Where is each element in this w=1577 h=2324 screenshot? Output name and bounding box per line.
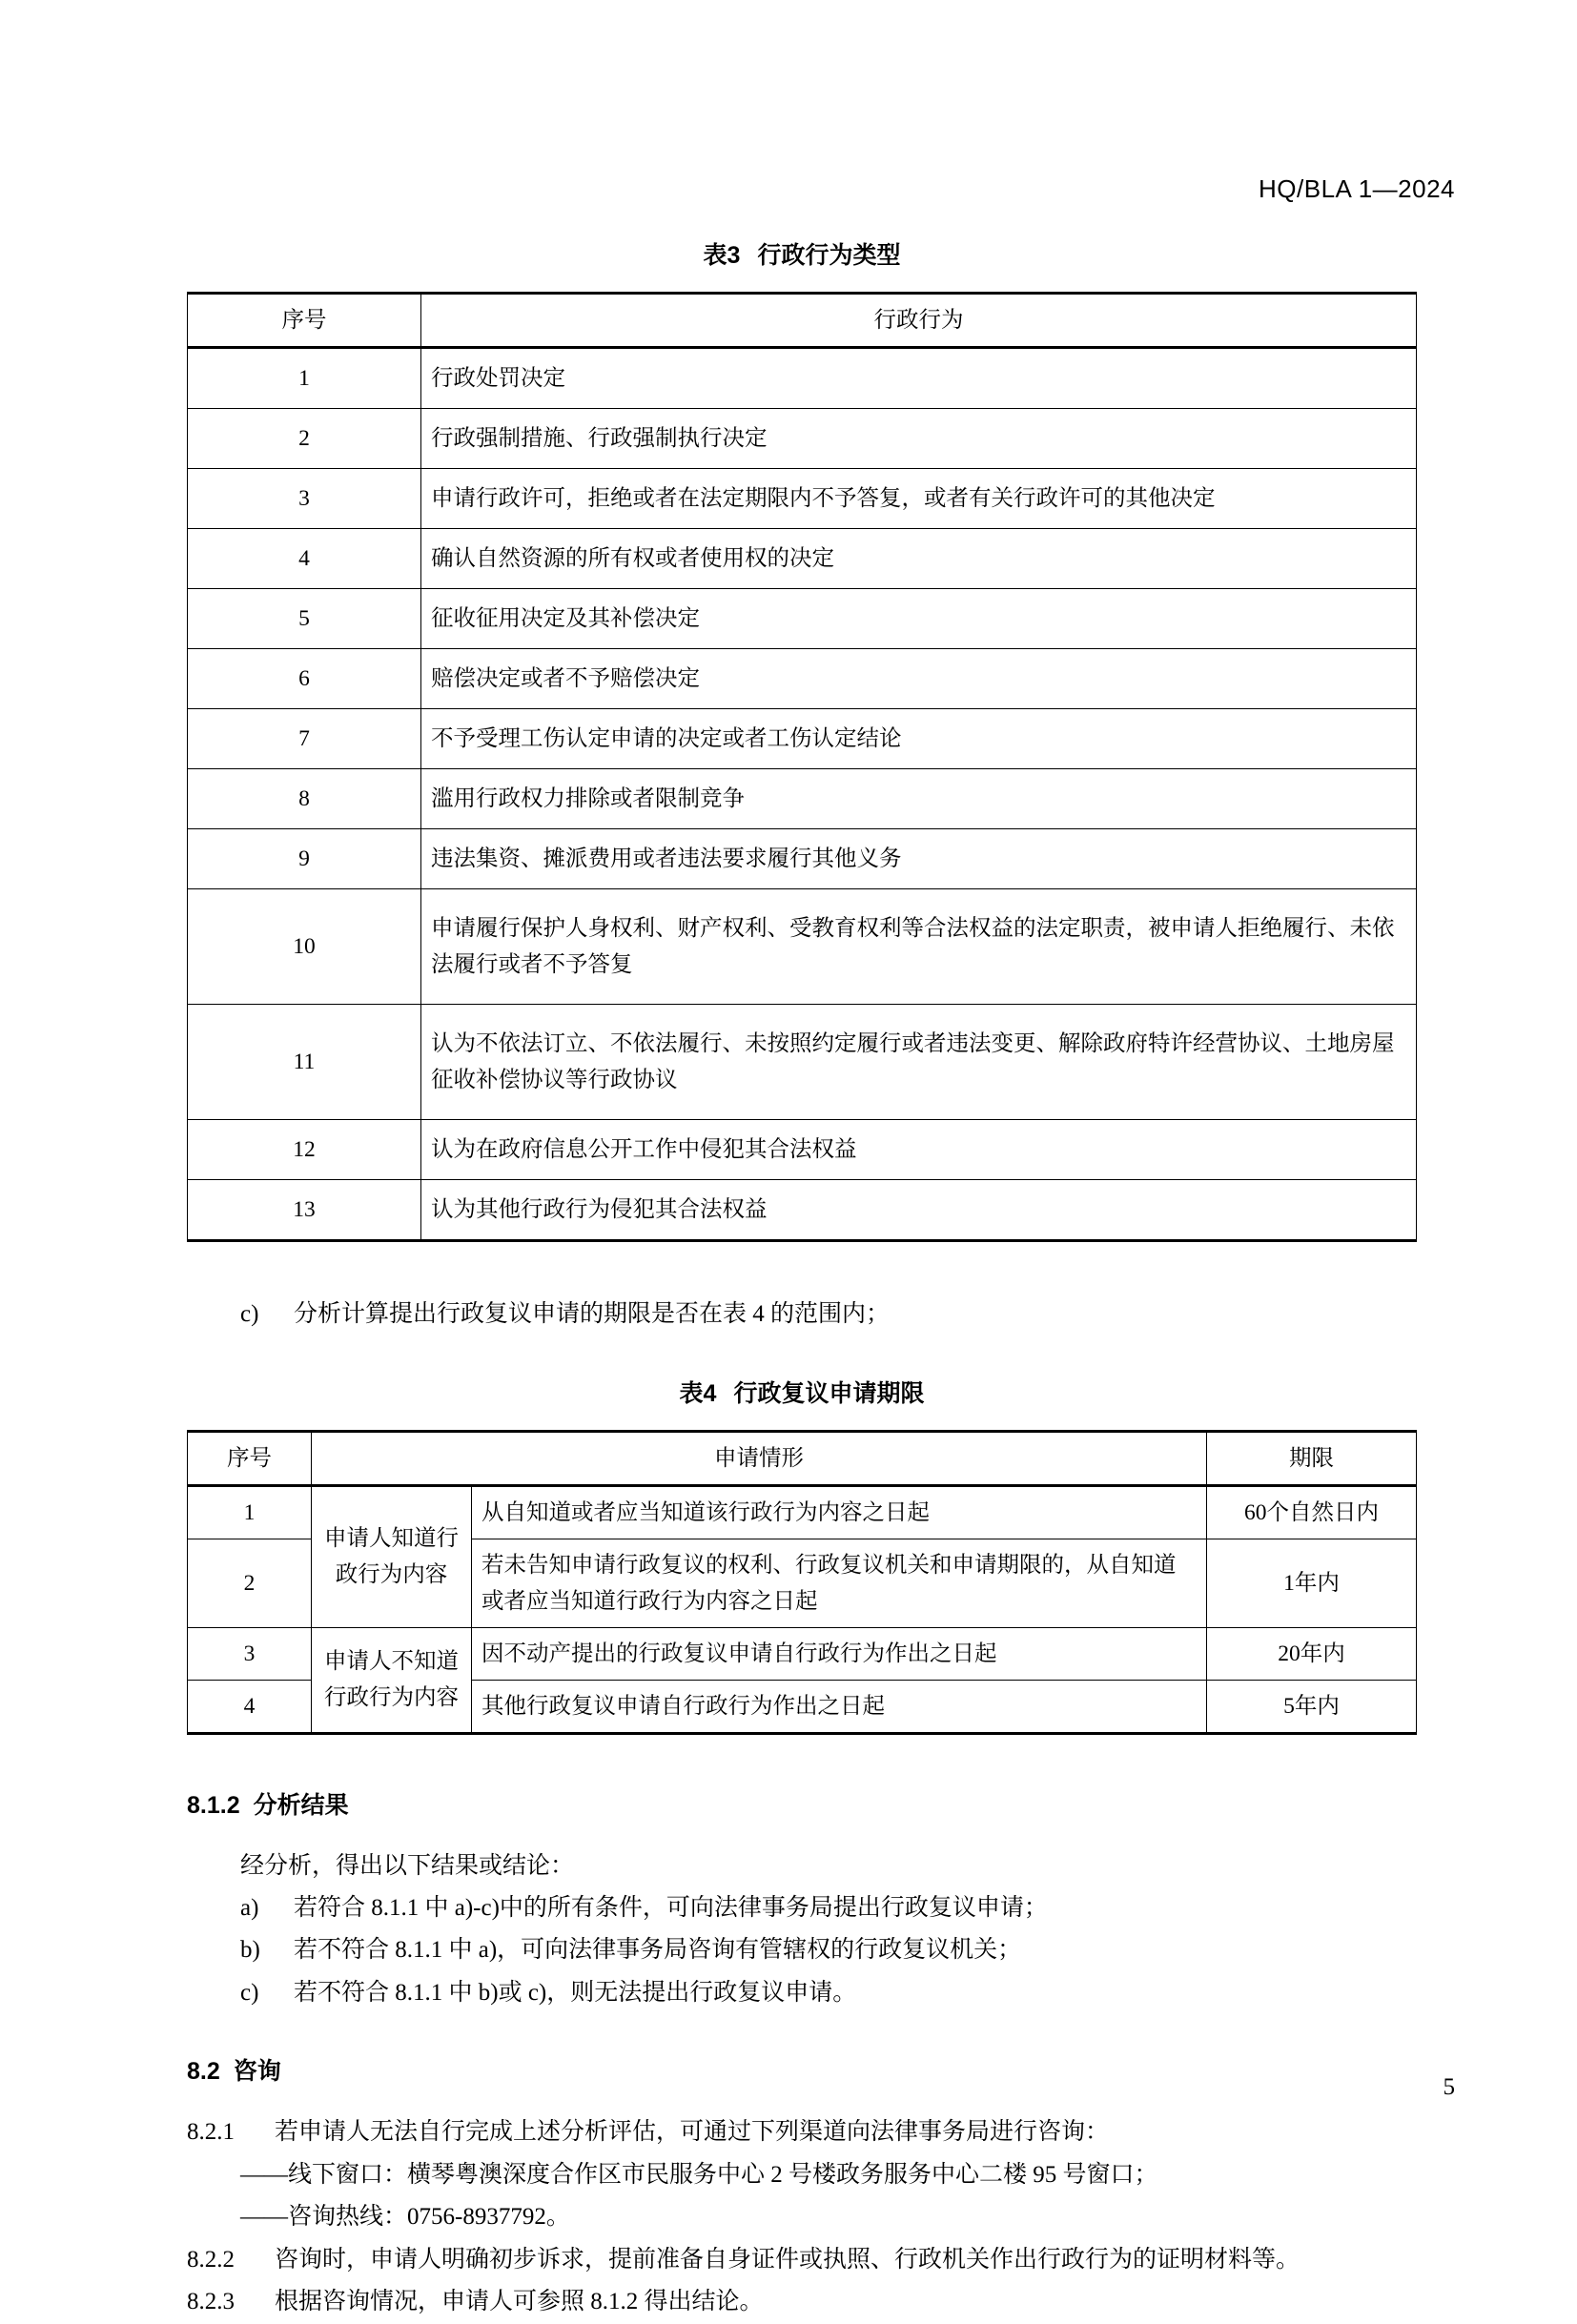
clause-8-2-2-number: 8.2.2 bbox=[187, 2246, 235, 2273]
list-item-marker: a) bbox=[240, 1894, 259, 1921]
table4-cell-no: 1 bbox=[188, 1485, 312, 1539]
table3-cell-act: 滥用行政权力排除或者限制竞争 bbox=[421, 769, 1417, 829]
table3-caption-title: 行政行为类型 bbox=[757, 242, 901, 269]
table3-cell-act: 赔偿决定或者不予赔偿决定 bbox=[421, 649, 1417, 709]
table3-cell-act: 认为不依法订立、不依法履行、未按照约定履行或者违法变更、解除政府特许经营协议、土地房屋征收补偿协议等行政协议 bbox=[421, 1005, 1417, 1120]
table3-cell-no: 10 bbox=[188, 889, 421, 1005]
clause-8-2-1 bbox=[187, 2111, 1417, 2154]
page-number: 5 bbox=[1443, 2074, 1455, 2100]
table3-col-header-act: 行政行为 bbox=[421, 294, 1417, 348]
table-row bbox=[188, 709, 1417, 769]
table3-cell-act: 行政强制措施、行政强制执行决定 bbox=[421, 409, 1417, 469]
table4-col-header-no: 序号 bbox=[188, 1431, 312, 1485]
table-row bbox=[188, 529, 1417, 589]
table-row bbox=[188, 829, 1417, 889]
clause-8-2-3-text: 根据咨询情况，申请人可参照 8.1.2 得出结论。 bbox=[275, 2289, 764, 2315]
table3-cell-no: 2 bbox=[188, 409, 421, 469]
table3-col-header-no: 序号 bbox=[188, 294, 421, 348]
table-row bbox=[188, 409, 1417, 469]
table-row bbox=[188, 469, 1417, 529]
table4-cell-case: 若未告知申请行政复议的权利、行政复议机关和申请期限的，从自知道或者应当知道行政行为内容之日起 bbox=[472, 1539, 1207, 1627]
table4-cell-limit: 20年内 bbox=[1207, 1627, 1417, 1680]
table3-cell-no: 8 bbox=[188, 769, 421, 829]
clause-8-2-3 bbox=[187, 2281, 1417, 2324]
section-number-8-2: 8.2 bbox=[187, 2058, 220, 2086]
clause-8-2-1-text: 若申请人无法自行完成上述分析评估，可通过下列渠道向法律事务局进行咨询： bbox=[275, 2119, 1110, 2146]
table4-caption bbox=[187, 1375, 1417, 1409]
table3-cell-no: 9 bbox=[188, 829, 421, 889]
section-title-8-2: 咨询 bbox=[233, 2058, 281, 2086]
table3-cell-act: 确认自然资源的所有权或者使用权的决定 bbox=[421, 529, 1417, 589]
section-heading-8-1-2 bbox=[187, 1786, 1417, 1821]
list-item-marker: c) bbox=[240, 1979, 259, 2006]
list-item-text: 若不符合 8.1.1 中 b)或 c)，则无法提出行政复议申请。 bbox=[294, 1979, 857, 2006]
list-item bbox=[240, 1887, 1417, 1930]
list-item-marker: b) bbox=[240, 1937, 260, 1964]
section-heading-8-2 bbox=[187, 2052, 1417, 2087]
table3-cell-no: 12 bbox=[188, 1120, 421, 1180]
table3-cell-act: 申请行政许可，拒绝或者在法定期限内不予答复，或者有关行政许可的其他决定 bbox=[421, 469, 1417, 529]
section-title-8-1-2: 分析结果 bbox=[253, 1791, 349, 1819]
list-item bbox=[240, 1929, 1417, 1972]
table4-cell-limit: 1年内 bbox=[1207, 1539, 1417, 1627]
table4-caption-title: 行政复议申请期限 bbox=[733, 1379, 925, 1407]
table4-cell-no: 2 bbox=[188, 1539, 312, 1627]
table4-cell-limit: 60个自然日内 bbox=[1207, 1485, 1417, 1539]
table4-cell-case: 其他行政复议申请自行政行为作出之日起 bbox=[472, 1680, 1207, 1733]
table-row bbox=[188, 769, 1417, 829]
table3-cell-act: 违法集资、摊派费用或者违法要求履行其他义务 bbox=[421, 829, 1417, 889]
table3-caption-number: 表3 bbox=[703, 242, 741, 269]
table4-application-deadlines bbox=[187, 1430, 1417, 1735]
table-row bbox=[188, 1180, 1417, 1241]
table4-cell-group: 申请人不知道行政行为内容 bbox=[312, 1627, 472, 1733]
table4-header-row bbox=[188, 1431, 1417, 1485]
table3-cell-act: 行政处罚决定 bbox=[421, 348, 1417, 409]
clause-8-2-1-channel-offline: ——线下窗口：横琴粤澳深度合作区市民服务中心 2 号楼政务服务中心二楼 95 号窗口； bbox=[240, 2161, 1158, 2188]
table4-cell-no: 4 bbox=[188, 1680, 312, 1733]
table3-cell-no: 7 bbox=[188, 709, 421, 769]
clause-c bbox=[240, 1294, 1417, 1336]
table3-cell-act: 不予受理工伤认定申请的决定或者工伤认定结论 bbox=[421, 709, 1417, 769]
table3-cell-act: 申请履行保护人身权利、财产权利、受教育权利等合法权益的法定职责，被申请人拒绝履行、未依法履行或者不予答复 bbox=[421, 889, 1417, 1005]
table4-col-header-limit: 期限 bbox=[1207, 1431, 1417, 1485]
table3-cell-act: 认为在政府信息公开工作中侵犯其合法权益 bbox=[421, 1120, 1417, 1180]
table4-cell-case: 从自知道或者应当知道该行政行为内容之日起 bbox=[472, 1485, 1207, 1539]
table3-header-row bbox=[188, 294, 1417, 348]
table-row bbox=[188, 1485, 1417, 1539]
table3-cell-no: 5 bbox=[188, 589, 421, 649]
section-number-8-1-2: 8.1.2 bbox=[187, 1791, 240, 1819]
clause-c-marker: c) bbox=[240, 1301, 259, 1328]
page-content bbox=[187, 236, 1417, 2324]
table-row bbox=[188, 589, 1417, 649]
table3-cell-no: 11 bbox=[188, 1005, 421, 1120]
list-item-text: 若不符合 8.1.1 中 a)，可向法律事务局咨询有管辖权的行政复议机关； bbox=[294, 1937, 1022, 1964]
table-row bbox=[188, 1120, 1417, 1180]
table3-cell-act: 认为其他行政行为侵犯其合法权益 bbox=[421, 1180, 1417, 1241]
table3-cell-act: 征收征用决定及其补偿决定 bbox=[421, 589, 1417, 649]
clause-c-text: 分析计算提出行政复议申请的期限是否在表 4 的范围内； bbox=[294, 1301, 891, 1328]
section-8-1-2-intro: 经分析，得出以下结果或结论： bbox=[240, 1852, 575, 1879]
table3-cell-no: 13 bbox=[188, 1180, 421, 1241]
document-header-standard-id: HQ/BLA 1—2024 bbox=[1259, 174, 1455, 203]
table-row bbox=[188, 1005, 1417, 1120]
clause-8-2-2 bbox=[187, 2239, 1417, 2282]
table3-cell-no: 4 bbox=[188, 529, 421, 589]
clause-8-2-1-number: 8.2.1 bbox=[187, 2119, 235, 2146]
table4-cell-no: 3 bbox=[188, 1627, 312, 1680]
table-row bbox=[188, 1627, 1417, 1680]
table4-caption-number: 表4 bbox=[679, 1379, 717, 1407]
table4-col-header-case: 申请情形 bbox=[312, 1431, 1207, 1485]
table4-cell-group: 申请人知道行政行为内容 bbox=[312, 1485, 472, 1627]
table3-cell-no: 1 bbox=[188, 348, 421, 409]
table-row bbox=[188, 348, 1417, 409]
table3-administrative-acts bbox=[187, 292, 1417, 1242]
clause-8-2-3-number: 8.2.3 bbox=[187, 2289, 235, 2315]
table3-caption bbox=[187, 236, 1417, 271]
list-item bbox=[240, 1972, 1417, 2015]
table-row bbox=[188, 649, 1417, 709]
table3-cell-no: 6 bbox=[188, 649, 421, 709]
table-row bbox=[188, 889, 1417, 1005]
table3-cell-no: 3 bbox=[188, 469, 421, 529]
list-item-text: 若符合 8.1.1 中 a)-c)中的所有条件，可向法律事务局提出行政复议申请； bbox=[294, 1894, 1048, 1921]
table4-cell-limit: 5年内 bbox=[1207, 1680, 1417, 1733]
clause-8-2-2-text: 咨询时，申请人明确初步诉求，提前准备自身证件或执照、行政机关作出行政行为的证明材料等。 bbox=[275, 2246, 1301, 2273]
clause-8-2-1-channel-hotline: ——咨询热线：0756-8937792。 bbox=[240, 2204, 570, 2231]
table4-cell-case: 因不动产提出的行政复议申请自行政行为作出之日起 bbox=[472, 1627, 1207, 1680]
